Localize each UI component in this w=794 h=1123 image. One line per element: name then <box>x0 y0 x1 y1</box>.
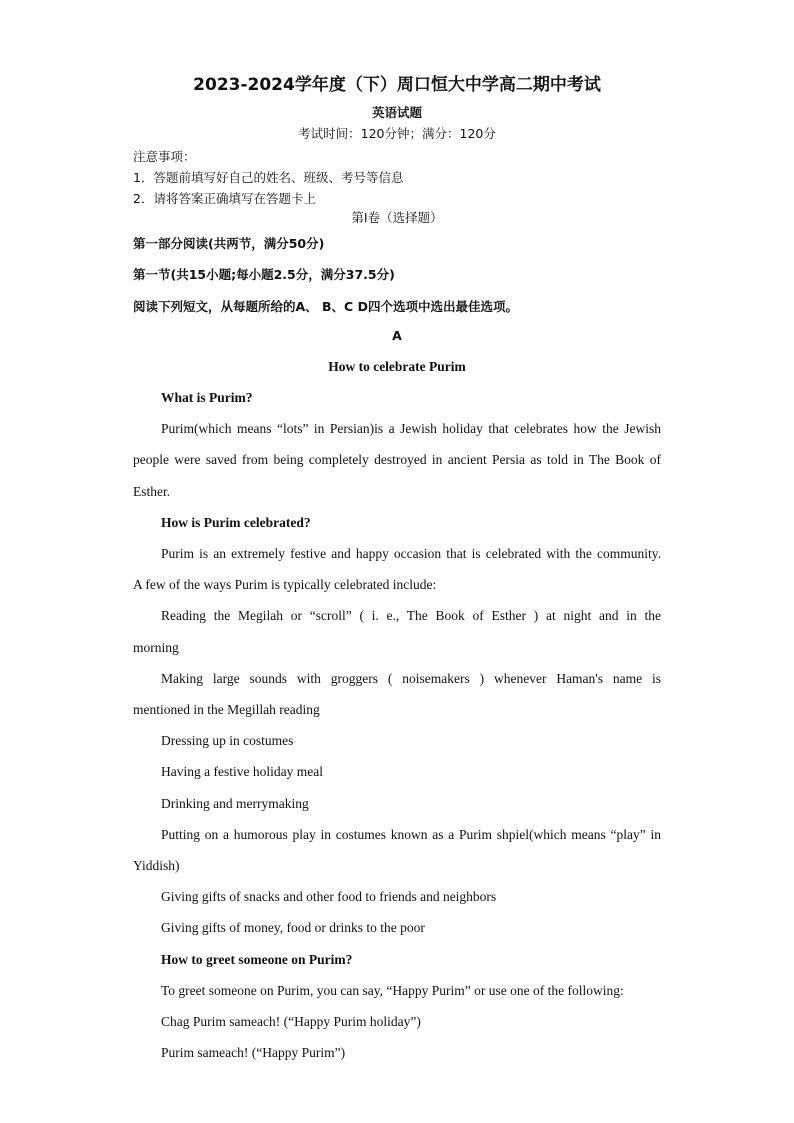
volume-label: 第I卷（选择题） <box>351 210 443 225</box>
paragraph-line: To greet someone on Purim, you can say, “Happy Purim” or use one of the following: <box>161 983 624 998</box>
passage-title: How to celebrate Purim <box>328 359 466 374</box>
passage-letter: A <box>392 328 402 343</box>
list-item-continuation: Yiddish) <box>133 858 180 873</box>
section-heading: 第一节(共15小题;每小题2.5分，满分37.5分) <box>133 267 395 282</box>
list-item-continuation: mentioned in the Megillah reading <box>133 702 320 717</box>
exam-info: 考试时间：120分钟；满分：120分 <box>298 126 496 141</box>
list-item: Putting on a humorous play in costumes known as a Purim shpiel(which means “play” in <box>161 827 661 842</box>
paragraph-line: Purim is an extremely festive and happy occasion that is celebrated with the community. <box>161 546 661 561</box>
paragraph-line: A few of the ways Purim is typically celebrated include: <box>133 577 437 592</box>
paragraph-line: Esther. <box>133 484 171 499</box>
notes-heading: 注意事项： <box>133 149 196 164</box>
list-item: Drinking and merrymaking <box>161 796 309 811</box>
greeting-line: Purim sameach! (“Happy Purim”) <box>161 1045 346 1060</box>
part-heading: 第一部分阅读(共两节，满分50分) <box>133 236 325 251</box>
greeting-line: Chag Purim sameach! (“Happy Purim holiday”) <box>161 1014 421 1029</box>
list-item: Giving gifts of snacks and other food to friends and neighbors <box>161 889 497 904</box>
list-item-continuation: morning <box>133 640 179 655</box>
list-item: Making large sounds with groggers ( noisemakers ) whenever Haman's name is <box>161 671 661 686</box>
note-item: 2．请将答案正确填写在答题卡上 <box>133 191 316 206</box>
passage-heading: How to greet someone on Purim? <box>161 952 353 967</box>
list-item: Reading the Megilah or “scroll” ( i. e., The Book of Esther ) at night and in the <box>161 608 661 623</box>
list-item: Dressing up in costumes <box>161 733 294 748</box>
note-item: 1．答题前填写好自己的姓名、班级、考号等信息 <box>133 170 404 185</box>
paragraph-line: Purim(which means “lots” in Persian)is a Jewish holiday that celebrates how the Jewish <box>161 421 661 436</box>
list-item: Giving gifts of money, food or drinks to the poor <box>161 920 425 935</box>
paragraph-line: people were saved from being completely destroyed in ancient Persia as told in The Book of <box>133 452 661 467</box>
list-item: Having a festive holiday meal <box>161 764 323 779</box>
passage-heading: How is Purim celebrated? <box>161 515 311 530</box>
instruction-text: 阅读下列短文，从每题所给的A、 B、C D四个选项中选出最佳选项。 <box>133 299 518 314</box>
exam-title: 2023-2024学年度（下）周口恒大中学高二期中考试 <box>193 75 601 95</box>
exam-subject: 英语试题 <box>371 105 422 120</box>
passage-heading: What is Purim? <box>161 390 253 405</box>
